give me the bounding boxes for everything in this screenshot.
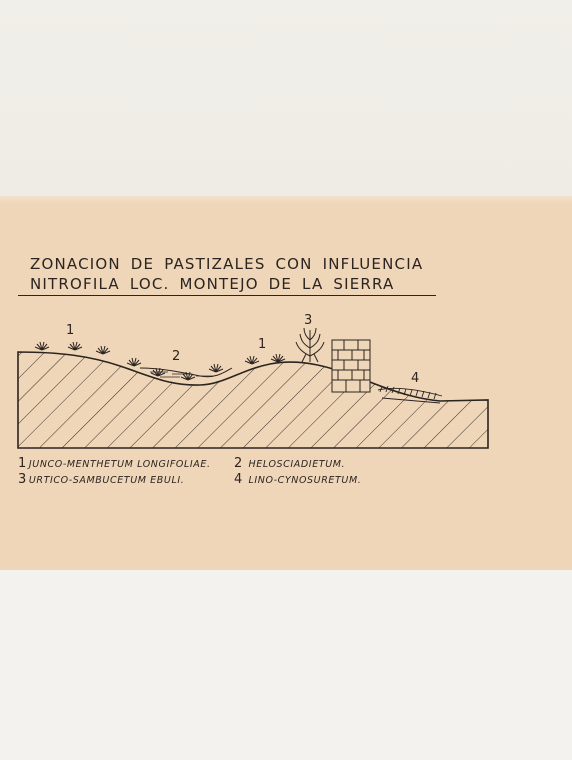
tuft (127, 358, 141, 366)
legend-number: 2 (234, 456, 243, 471)
legend-number: 1 (18, 456, 27, 471)
zone-marker-2: 2 (172, 349, 181, 364)
page-background-top (0, 0, 572, 196)
legend-row-2 (18, 472, 362, 487)
legend-text: LINO-CYNOSURETUM. (248, 475, 362, 486)
legend-text: JUNCO-MENTHETUM LONGIFOLIAE. (28, 459, 211, 470)
legend-text: URTICO-SAMBUCETUM EBULI. (28, 475, 185, 486)
zone-marker-4: 4 (411, 371, 420, 386)
zone-marker-1b: 1 (258, 337, 267, 352)
figure-title-line-2: NITROFILA LOC. MONTEJO DE LA SIERRA (30, 275, 395, 293)
legend-item-4 (234, 472, 361, 487)
page-background-bottom (0, 570, 572, 760)
tuft (271, 354, 285, 362)
title-underline (18, 295, 436, 296)
zone-marker-3: 3 (304, 313, 313, 328)
tuft (209, 364, 223, 372)
figure-card (0, 196, 572, 570)
legend-item-2 (234, 456, 345, 471)
zonation-profile-diagram (0, 306, 572, 456)
tuft (245, 356, 259, 364)
legend-item-3 (18, 472, 185, 487)
legend-number: 3 (18, 472, 27, 487)
tall-plant-icon (296, 328, 324, 362)
legend-number: 4 (234, 472, 243, 487)
stone-wall-icon (332, 340, 370, 392)
tuft (68, 342, 82, 350)
tuft (35, 342, 49, 350)
legend-text: HELOSCIADIETUM. (248, 459, 346, 470)
zone-marker-1a: 1 (66, 323, 75, 338)
legend-item-1 (18, 456, 211, 471)
figure-title-line-1: ZONACION DE PASTIZALES CON INFLUENCIA (30, 255, 424, 273)
legend-row-1 (18, 456, 346, 471)
tuft (96, 346, 110, 354)
